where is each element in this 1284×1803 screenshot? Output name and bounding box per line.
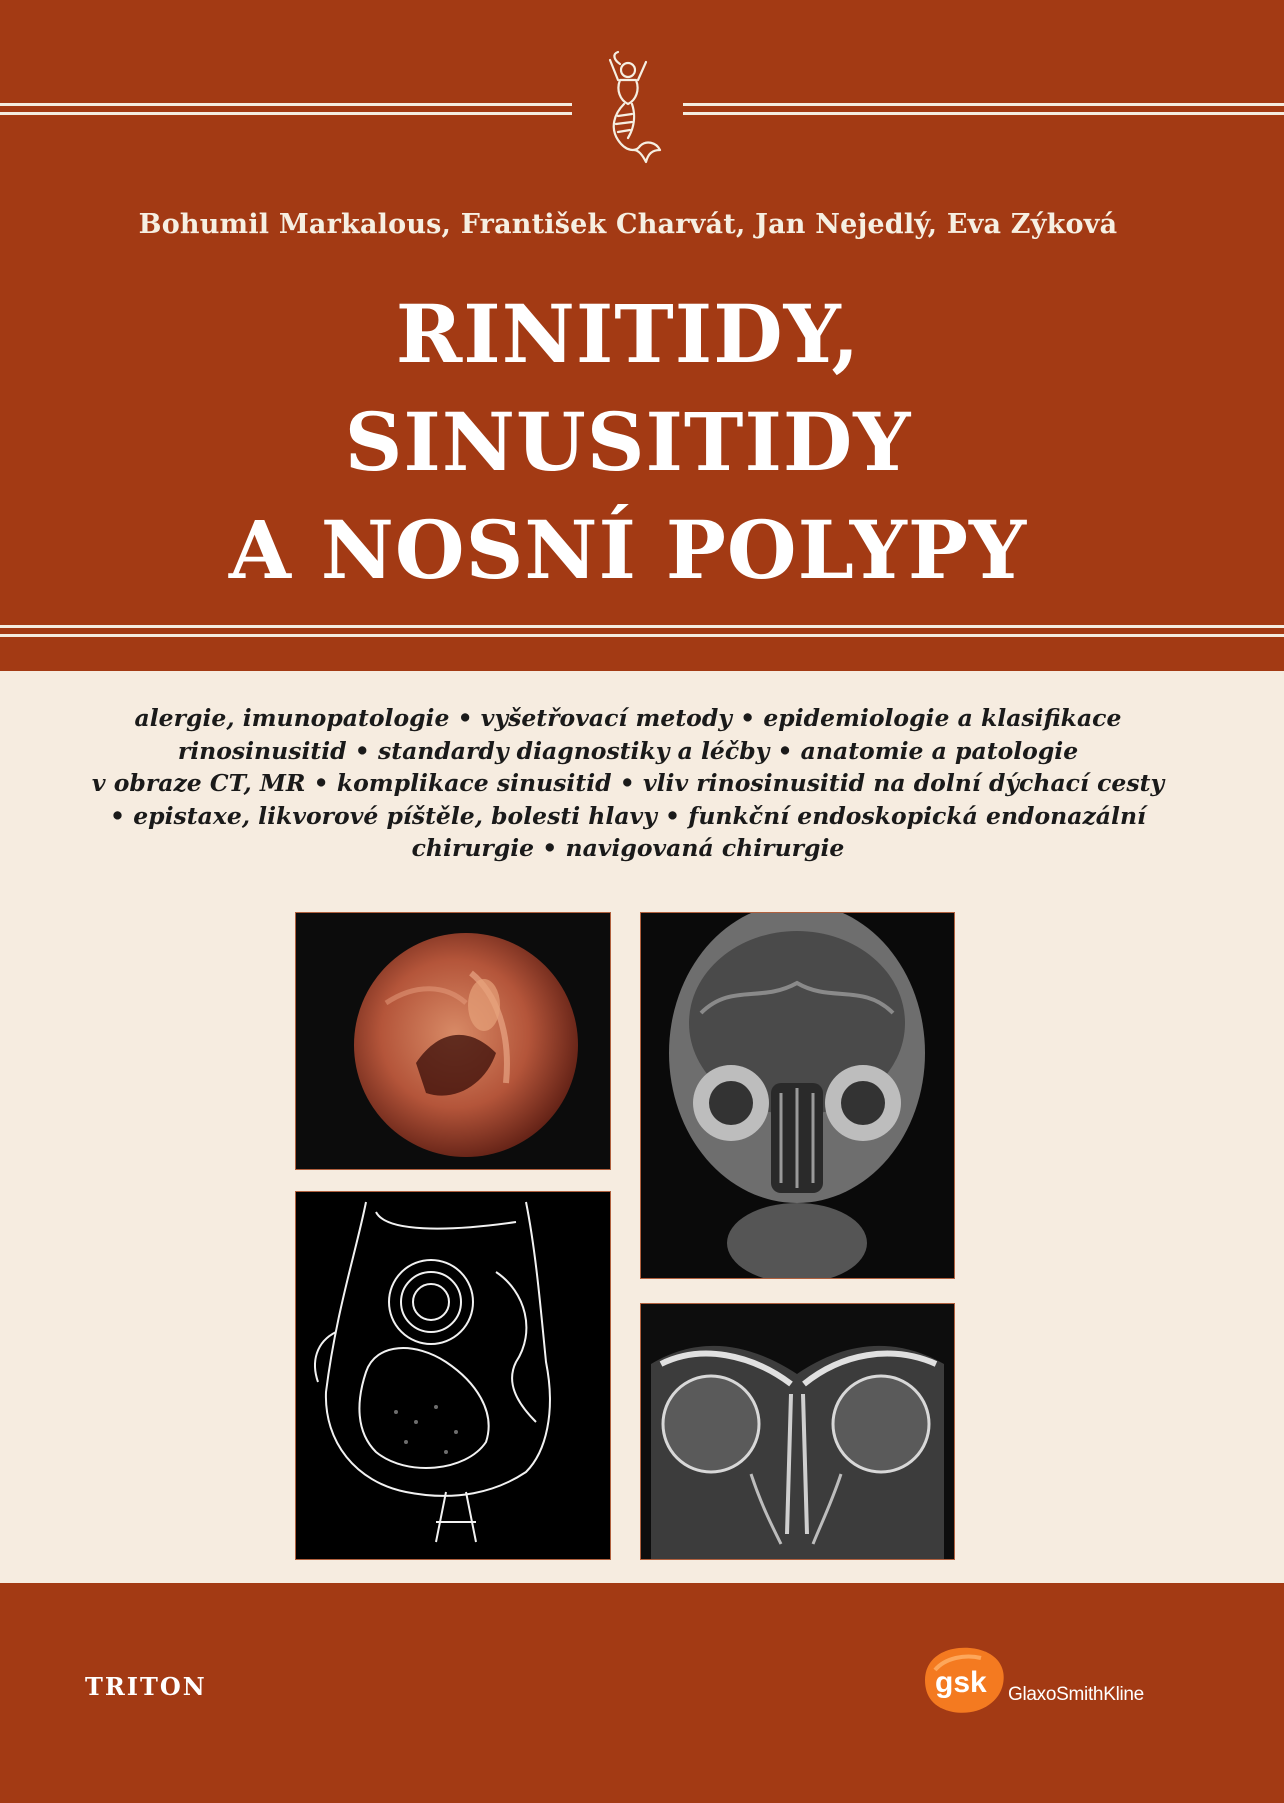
mermaid-icon	[590, 50, 670, 175]
publisher-name: TRITON	[85, 1672, 207, 1701]
endoscopy-image	[296, 913, 610, 1169]
topics-line-1: alergie, imunopatologie • vyšetřovací metody • epidemiologie a klasifikace	[134, 704, 1122, 732]
mri-photo	[640, 912, 955, 1279]
topics-line-5: chirurgie • navigovaná chirurgie	[411, 834, 845, 862]
top-rule-left-1	[0, 103, 572, 106]
topics-line-4: • epistaxe, likvorové píštěle, bolesti hlavy • funkční endoskopická endonazální	[110, 801, 1146, 830]
sponsor-logo	[915, 1640, 1175, 1720]
ct-image	[641, 1304, 954, 1559]
mid-rule-1	[0, 625, 1284, 628]
book-title	[0, 280, 1256, 604]
topics-list	[60, 702, 1196, 865]
title-line-3: A NOSNÍ POLYPY	[228, 503, 1028, 597]
topics-line-2: rinosinusitid • standardy diagnostiky a léčby • anatomie a patologie	[177, 736, 1079, 765]
top-rule-left-2	[0, 112, 572, 115]
sponsor-name: GlaxoSmithKline	[1008, 1684, 1144, 1705]
gsk-logo-icon	[915, 1640, 1015, 1720]
authors-line: Bohumil Markalous, František Charvát, Jan Nejedlý, Eva Zýková	[138, 209, 1118, 240]
anatomy-drawing	[295, 1191, 611, 1560]
mid-rule-2	[0, 634, 1284, 637]
anatomy-image	[296, 1192, 610, 1559]
ct-photo	[640, 1303, 955, 1560]
top-rule-right-2	[683, 112, 1284, 115]
mri-image	[641, 913, 954, 1278]
topics-line-3: v obraze CT, MR • komplikace sinusitid • vliv rinosinusitid na dolní dýchací cesty	[91, 769, 1165, 797]
title-line-2: SINUSITIDY	[344, 395, 912, 489]
endoscopy-photo	[295, 912, 611, 1170]
svg-text:gsk: gsk	[935, 1666, 987, 1699]
title-line-1: RINITIDY,	[395, 287, 861, 381]
top-rule-right-1	[683, 103, 1284, 106]
